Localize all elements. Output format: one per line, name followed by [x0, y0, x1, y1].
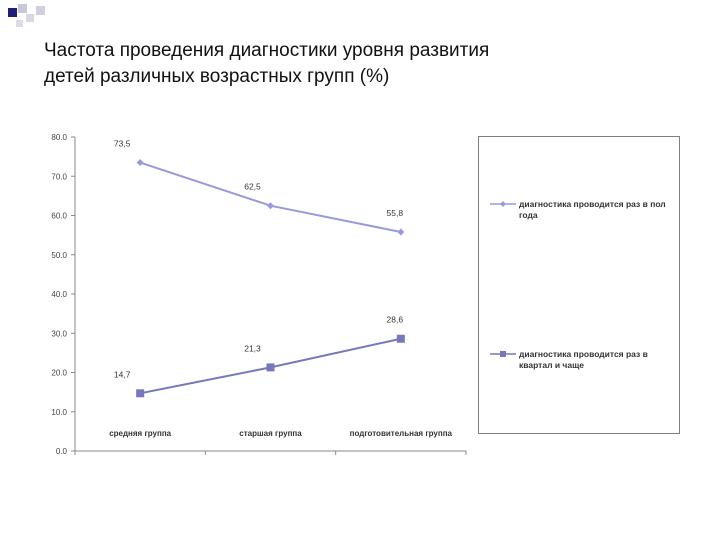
data-label: 55,8	[386, 207, 404, 218]
data-label: 73,5	[113, 138, 131, 149]
data-label: 28,6	[386, 314, 404, 325]
legend-label-series-2: диагностика проводится раз в квартал и чаще	[519, 349, 648, 370]
x-tick-label: подготовительная группа	[349, 429, 453, 438]
series-point-2	[397, 335, 405, 343]
series-point-1	[267, 202, 274, 209]
series-point-1	[397, 228, 404, 235]
y-tick-label: 60.0	[51, 211, 67, 221]
x-tick-label: старшая группа	[239, 429, 302, 438]
data-label: 21,3	[244, 343, 261, 354]
y-tick-label: 30.0	[51, 329, 67, 339]
y-tick-label: 50.0	[51, 250, 67, 260]
legend-label-series-1: диагностика проводится раз в пол года	[519, 199, 666, 220]
y-tick-label: 70.0	[51, 172, 67, 182]
data-label: 62,5	[244, 181, 261, 192]
data-label: 14,7	[113, 369, 131, 380]
legend-swatch-square-icon	[489, 349, 517, 359]
x-tick-label: средняя группа	[109, 429, 172, 438]
y-tick-label: 10.0	[51, 407, 67, 417]
series-point-1	[137, 159, 144, 166]
y-tick-label: 20.0	[51, 368, 67, 378]
series-point-2	[267, 363, 275, 371]
legend-swatch-diamond-icon	[489, 199, 517, 209]
slide-title-line-1: Частота проведения диагностики уровня развития	[44, 40, 490, 61]
chart-legend	[478, 136, 680, 434]
y-tick-label: 0.0	[55, 447, 67, 456]
series-point-2	[136, 389, 144, 397]
slide-title-line-2: детей различных возрастных групп (%)	[44, 66, 390, 87]
y-tick-label: 80.0	[51, 133, 67, 142]
series-line-1	[140, 163, 401, 232]
y-tick-label: 40.0	[51, 290, 67, 299]
